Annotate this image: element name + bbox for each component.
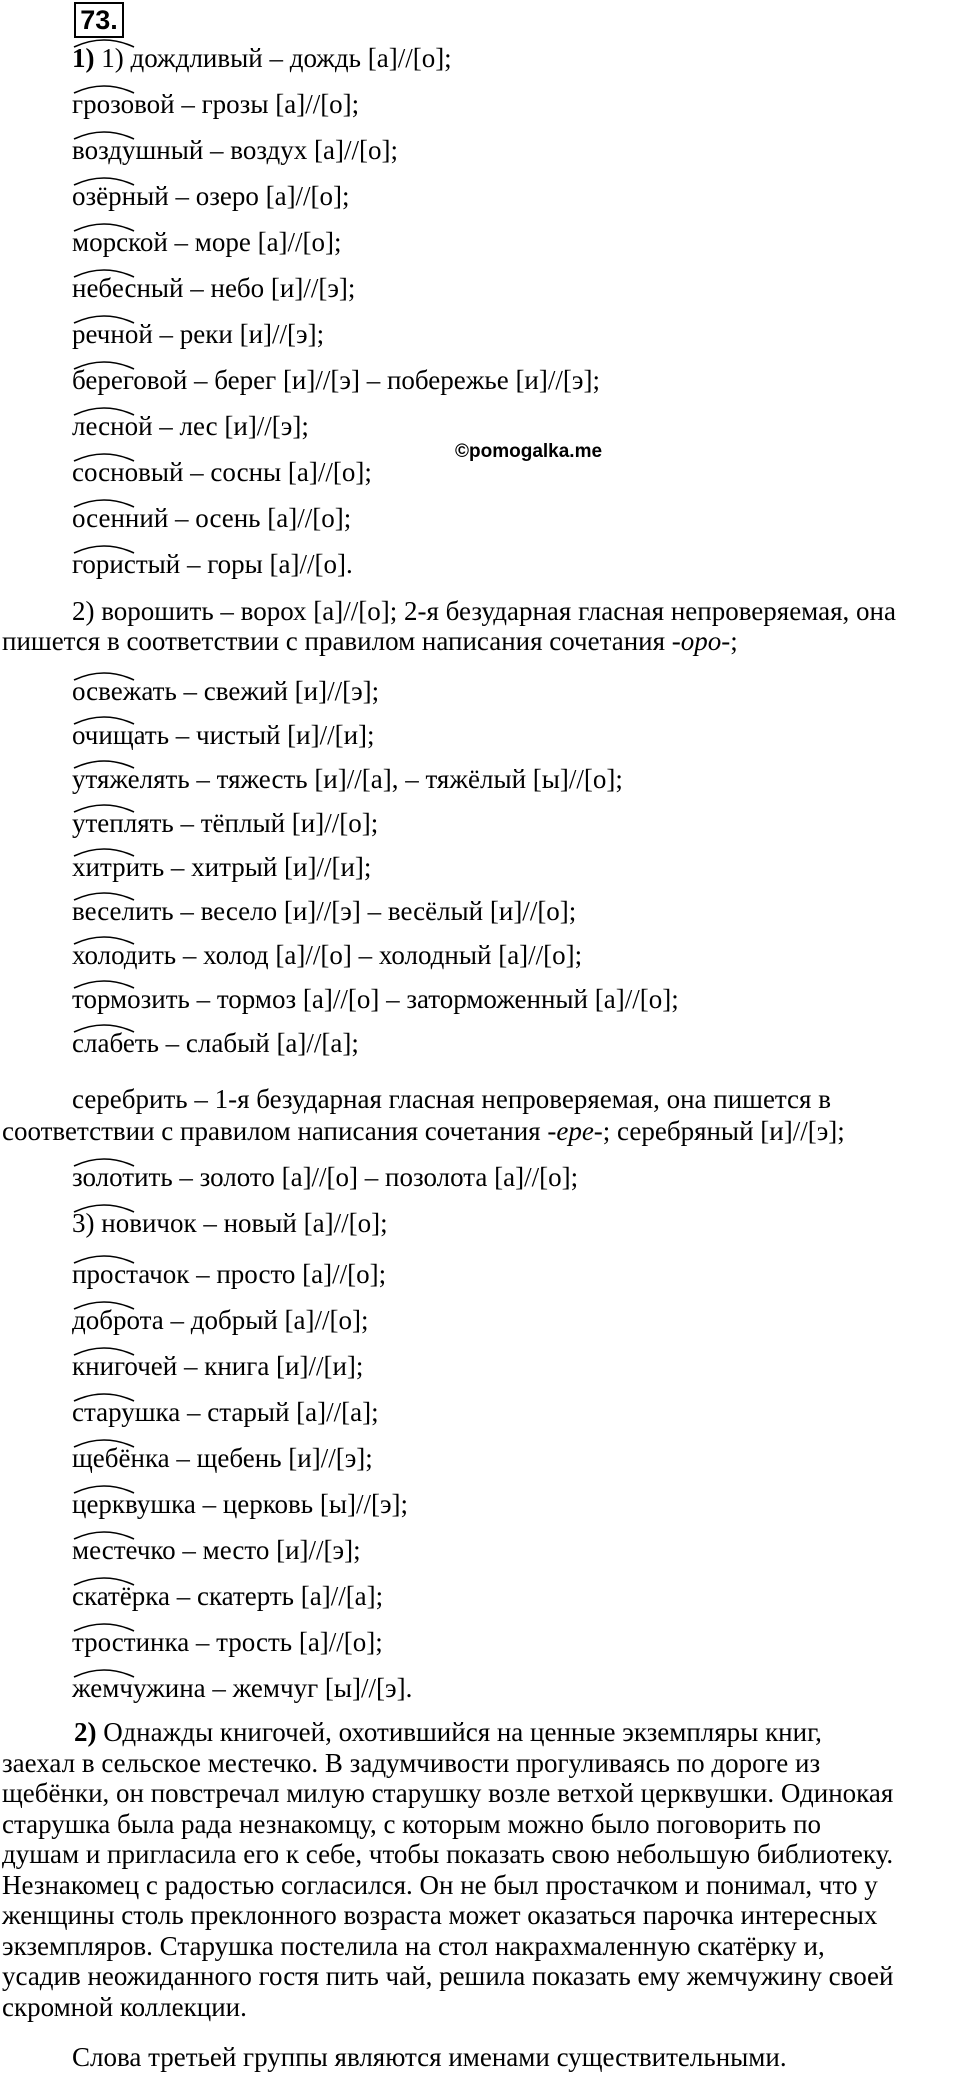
word-pair-line: старушка – старый [а]//[а]; [72,1397,379,1427]
watermark-text: ©pomogalka.me [455,441,603,462]
word-pair-line: небесный – небо [и]//[э]; [72,273,356,303]
word-pair-line: сосновый – сосны [а]//[о]; [72,457,372,487]
word-pair-line: речной – реки [и]//[э]; [72,319,325,349]
intro-line2-end: ; [730,626,738,656]
paragraph-line: душам и пригласила его к себе, чтобы показать свою небольшую библиотеку. [2,1839,894,1869]
word-pair-line: грозовой – грозы [а]//[о]; [72,89,360,119]
serebr-line2-end: ; серебряный [и]//[э]; [602,1116,845,1146]
paragraph-line: экземпляров. Старушка постелила на стол накрахмаленную скатёрку и, [2,1930,825,1961]
word-pair-line: церквушка – церковь [ы]//[э]; [72,1489,409,1519]
word-pair-line: очищать – чистый [и]//[и]; [72,720,375,750]
word-pair-line: золотить – золото [а]//[о] – позолота [а]//[о]; [72,1162,579,1192]
word-pair-line: доброта – добрый [а]//[о]; [72,1305,369,1335]
serebr-line2-italic: -ере- [547,1116,603,1146]
word-pair-line: осенний – осень [а]//[о]; [72,503,352,533]
paragraph-line: старушка была рада незнакомцу, с которым можно было поговорить по [2,1808,822,1839]
section1-first-text: 1) дождливый – дождь [а]//[о]; [101,43,452,73]
word-pair-line: хитрить – хитрый [и]//[и]; [72,852,372,882]
section3-first-line: 3) новичок – новый [а]//[о]; [72,1208,388,1238]
word-pair-line: гористый – горы [а]//[о]. [72,549,353,579]
intro-line2-text: пишется в соответствии с правилом написания сочетания [2,626,672,656]
part1-label: 1) [72,43,95,73]
part2-paragraph [2,1717,954,2022]
word-pair-line: простачок – просто [а]//[о]; [72,1259,387,1289]
paragraph-line: женщины столь преклонного возраста может оказаться парочка интересных [2,1900,878,1930]
paragraph-line [2,1717,954,1748]
paragraph-line: щебёнки, он повстречал милую старушку возле ветхой церквушки. Одинокая [2,1778,894,1808]
serebr-line2 [2,1114,845,1148]
word-pair-line: озёрный – озеро [а]//[о]; [72,181,350,211]
word-pair-line: утяжелять – тяжесть [и]//[а], – тяжёлый [ы]//[о]; [72,764,623,794]
word-pair-line: тормозить – тормоз [а]//[о] – заторможенный [а]//[о]; [72,984,679,1014]
section1-first-line [72,41,452,75]
word-pair-line: жемчужина – жемчуг [ы]//[э]. [72,1673,413,1703]
part2-label: 2) [74,1717,97,1747]
paragraph-line: Незнакомец с радостью согласился. Он не был простачком и понимал, что у [2,1869,878,1900]
paragraph-line: заехал в сельское местечко. В задумчивости прогуливаясь по дороге из [2,1747,821,1778]
word-pair-line: щебёнка – щебень [и]//[э]; [72,1443,373,1473]
word-pair-line: лесной – лес [и]//[э]; [72,411,309,441]
word-pair-line: слабеть – слабый [а]//[а]; [72,1028,359,1058]
word-pair-line: утеплять – тёплый [и]//[о]; [72,808,379,838]
paragraph-line: скромной коллекции. [2,1991,247,2022]
intro-line2-italic: -оро- [671,626,731,656]
word-pair-line: воздушный – воздух [а]//[о]; [72,135,398,165]
word-pair-line: местечко – место [и]//[э]; [72,1535,361,1565]
section2-intro-line1: 2) ворошить – ворох [а]//[о]; 2-я безударная гласная непроверяемая, она [72,596,896,626]
exercise-number: 73. [74,2,124,38]
section2-intro-line2 [2,624,738,658]
serebr-line2-text: соответствии с правилом написания сочетания [2,1116,548,1146]
word-pair-line: холодить – холод [а]//[о] – холодный [а]//[о]; [72,940,583,970]
word-pair-line: книгочей – книга [и]//[и]; [72,1351,364,1381]
paragraph-line: усадив неожиданного гостя пить чай, решила показать ему жемчужину своей [2,1961,894,1991]
word-pair-line: береговой – берег [и]//[э] – побережье [и]//[э]; [72,365,600,395]
paragraph-text: Однажды книгочей, охотившийся на ценные экземпляры книг, [96,1717,822,1747]
word-pair-line: веселить – весело [и]//[э] – весёлый [и]//[о]; [72,896,577,926]
word-pair-line: освежать – свежий [и]//[э]; [72,676,380,706]
serebr-line1: серебрить – 1-я безударная гласная непроверяемая, она пишется в [72,1084,831,1114]
conclusion-line: Слова третьей группы являются именами существительными. [72,2042,787,2072]
word-pair-line: скатёрка – скатерть [а]//[а]; [72,1581,384,1611]
word-pair-line: тростинка – трость [а]//[о]; [72,1627,383,1657]
word-pair-line: морской – море [а]//[о]; [72,227,342,257]
